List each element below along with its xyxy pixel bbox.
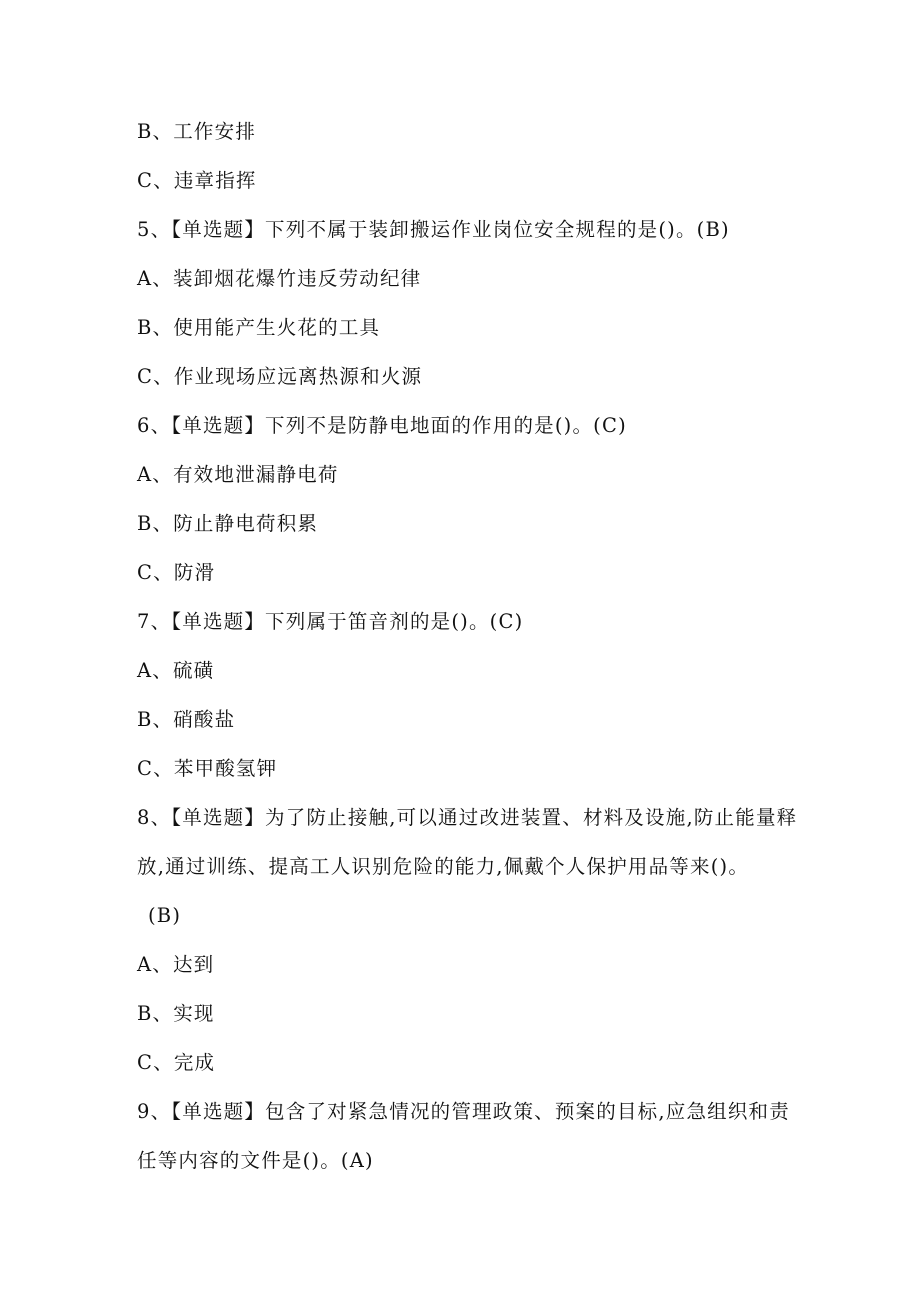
question-5: 5、【单选题】下列不属于装卸搬运作业岗位安全规程的是()。(B) — [137, 218, 730, 241]
option-a-q7: A、硫磺 — [137, 659, 215, 682]
option-a-q5: A、装卸烟花爆竹违反劳动纪律 — [137, 267, 422, 290]
question-8-answer: (B) — [148, 904, 182, 927]
option-b-q5: B、使用能产生火花的工具 — [137, 316, 381, 339]
question-8-line-2: 放,通过训练、提高工人识别危险的能力,佩戴个人保护用品等来()。 — [137, 855, 750, 878]
option-b-q8: B、实现 — [137, 1002, 215, 1025]
option-c-q8: C、完成 — [137, 1051, 216, 1074]
option-a-q8: A、达到 — [137, 953, 215, 976]
option-a-q6: A、有效地泄漏静电荷 — [137, 463, 339, 486]
option-c-q7: C、苯甲酸氢钾 — [137, 757, 278, 780]
question-9-line-2: 任等内容的文件是()。(A) — [137, 1149, 374, 1172]
question-7: 7、【单选题】下列属于笛音剂的是()。(C) — [137, 610, 524, 633]
question-6: 6、【单选题】下列不是防静电地面的作用的是()。(C) — [137, 414, 627, 437]
option-c-q4: C、违章指挥 — [137, 169, 257, 192]
question-9-line-1: 9、【单选题】包含了对紧急情况的管理政策、预案的目标,应急组织和责 — [137, 1100, 790, 1123]
option-c-q6: C、防滑 — [137, 561, 216, 584]
option-b-q6: B、防止静电荷积累 — [137, 512, 319, 535]
question-8-line-1: 8、【单选题】为了防止接触,可以通过改进装置、材料及设施,防止能量释 — [137, 806, 798, 829]
option-b-q7: B、硝酸盐 — [137, 708, 236, 731]
option-c-q5: C、作业现场应远离热源和火源 — [137, 365, 423, 388]
option-b-q4: B、工作安排 — [137, 120, 257, 143]
